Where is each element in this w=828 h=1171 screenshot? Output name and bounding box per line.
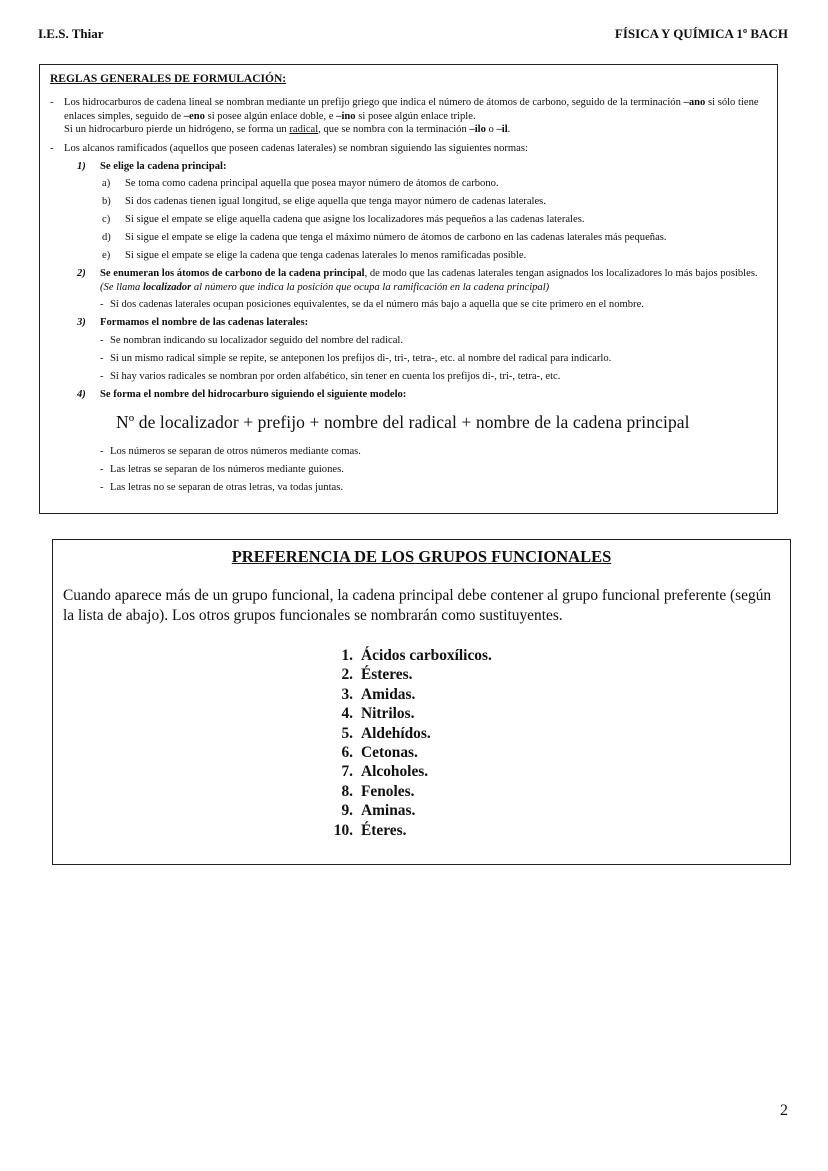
- list-item: [50, 195, 765, 208]
- item-number: 7.: [341, 763, 353, 781]
- list-item: [50, 231, 765, 244]
- item-number: 3.: [341, 685, 353, 703]
- list-item: [50, 177, 765, 190]
- suffix-il: –il: [496, 124, 508, 136]
- step-number: 2): [77, 268, 86, 280]
- suffix-eno: –eno: [183, 110, 205, 122]
- item-text: Aminas.: [361, 802, 416, 820]
- text-span: Los alcanos ramificados (aquellos que poseen cadenas laterales) se nombran siguiendo las siguientes normas:: [64, 142, 528, 154]
- text-span: o: [485, 124, 497, 136]
- list-item: [329, 743, 780, 762]
- item-label: b): [102, 196, 111, 208]
- list-item: [50, 463, 765, 476]
- list-item: [50, 334, 765, 347]
- item-number: 8.: [341, 782, 353, 800]
- suffix-ano: –ano: [683, 97, 706, 109]
- text-span: , de modo que las cadenas laterales tengan asignados los localizadores lo más bajos posibles.: [364, 268, 758, 280]
- item-text: Ésteres.: [361, 666, 413, 684]
- page-number: 2: [780, 1102, 788, 1119]
- list-item: [329, 801, 780, 820]
- item-text: Se nombran indicando su localizador seguido del nombre del radical.: [110, 334, 404, 346]
- item-text: Aldehídos.: [361, 724, 431, 742]
- item-number: 5.: [341, 724, 353, 742]
- item-text: Si sigue el empate se elige la cadena que tenga cadenas laterales lo menos ramificadas posible.: [125, 250, 527, 262]
- text-span: .: [507, 124, 511, 136]
- groups-title: PREFERENCIA DE LOS GRUPOS FUNCIONALES: [231, 547, 612, 566]
- dash-marker: -: [100, 446, 104, 458]
- item-text: Si sigue el empate se elige aquella cadena que asigne los localizadores más pequeños a las cadenas laterales.: [125, 214, 585, 226]
- item-text: Las letras se separan de los números mediante guiones.: [110, 464, 344, 476]
- item-text: Si sigue el empate se elige la cadena que tenga el máximo número de átomos de carbono en las cadenas laterales más pequeñas.: [125, 232, 667, 244]
- step-title: Formamos el nombre de las cadenas laterales:: [100, 317, 309, 329]
- list-item: [329, 646, 780, 665]
- header-school: I.E.S. Thiar: [38, 26, 104, 41]
- item-text: Si hay varios radicales se nombran por orden alfabético, sin tener en cuenta los prefijos di-, tri-, tetra-, etc.: [110, 370, 561, 382]
- header-course: FÍSICA Y QUÍMICA 1º BACH: [614, 26, 788, 41]
- text-span: al número que indica la posición que ocupa la ramificación en la cadena principal): [191, 281, 550, 293]
- list-item: [50, 249, 765, 262]
- item-text: Nitrilos.: [361, 705, 415, 723]
- suffix-ilo: –ilo: [469, 124, 486, 136]
- step-2: [50, 267, 765, 294]
- item-number: 1.: [341, 647, 353, 664]
- dash-marker: -: [50, 97, 54, 109]
- item-number: 2.: [341, 666, 353, 684]
- text-span: , que se nombra con la terminación: [318, 124, 470, 136]
- item-text: Se toma como cadena principal aquella que posea mayor número de átomos de carbono.: [125, 178, 499, 190]
- text-span: si posee algún enlace doble, e: [204, 110, 337, 122]
- step-number: 4): [77, 388, 86, 400]
- list-item: [329, 762, 780, 781]
- item-label: c): [102, 214, 111, 226]
- dash-marker: -: [50, 142, 54, 154]
- item-text: Los números se separan de otros números mediante comas.: [110, 446, 361, 458]
- dash-marker: -: [100, 370, 104, 382]
- list-item: [329, 685, 780, 704]
- item-text: Cetonas.: [361, 744, 418, 762]
- list-item: [50, 481, 765, 494]
- naming-model: Nº de localizador + prefijo + nombre del radical + nombre de la cadena principal: [116, 412, 690, 433]
- step-title: Se enumeran los átomos de carbono de la cadena principal: [100, 268, 365, 280]
- item-number: 10.: [333, 821, 353, 839]
- text-span: Los hidrocarburos de cadena lineal se nombran mediante un prefijo griego que indica el número de átomos de carbono, seguido de la terminación: [64, 97, 684, 109]
- list-item: [50, 370, 765, 383]
- item-text: Fenoles.: [361, 782, 415, 800]
- step-number: 3): [77, 317, 86, 329]
- step-number: 1): [77, 161, 86, 173]
- item-text: Alcoholes.: [361, 763, 429, 781]
- list-item: [329, 782, 780, 801]
- item-label: a): [102, 178, 111, 190]
- text-span: si posee algún enlace triple.: [355, 110, 476, 122]
- dash-marker: -: [100, 299, 104, 311]
- list-item: [50, 213, 765, 226]
- list-item: [329, 704, 780, 723]
- list-item: [329, 724, 780, 743]
- dash-marker: -: [100, 482, 104, 494]
- text-span: (Se llama: [100, 281, 143, 293]
- text-span: si sólo tiene enlaces simples, seguido de: [64, 97, 759, 122]
- item-number: 6.: [341, 744, 353, 762]
- item-text: Si dos cadenas laterales ocupan posiciones equivalentes, se da el número más bajo a aquella que se cite primero en el nombre.: [110, 299, 644, 311]
- step-1: [50, 160, 765, 173]
- step-4: [50, 388, 765, 401]
- item-label: e): [102, 250, 111, 262]
- groups-intro: Cuando aparece más de un grupo funcional, la cadena principal debe contener al grupo funcional preferente (según la lista de abajo). Los otros grupos funcionales se nombrarán como sustituyentes.: [63, 587, 772, 624]
- list-item: [50, 298, 765, 311]
- dash-marker: -: [100, 464, 104, 476]
- item-label: d): [102, 232, 111, 244]
- item-text: Si dos cadenas tienen igual longitud, se elige aquella que tenga mayor número de cadenas laterales.: [125, 196, 546, 208]
- item-text: Ácidos carboxílicos.: [361, 647, 492, 664]
- term-radical: radical: [289, 124, 319, 136]
- item-text: Amidas.: [361, 685, 416, 703]
- item-number: 9.: [341, 802, 353, 820]
- rules-paragraph-branched: [50, 142, 765, 155]
- list-item: [329, 665, 780, 684]
- groups-list: [63, 646, 780, 840]
- item-text: Las letras no se separan de otras letras, va todas juntas.: [110, 482, 343, 494]
- item-text: Si un mismo radical simple se repite, se anteponen los prefijos di-, tri-, tetra-, etc. al nombre del radical para indicarlo.: [110, 352, 612, 364]
- text-span: Si un hidrocarburo pierde un hidrógeno, se forma un: [64, 124, 290, 136]
- list-item: [50, 352, 765, 365]
- item-number: 4.: [341, 705, 353, 723]
- step-3: [50, 316, 765, 329]
- dash-marker: -: [100, 334, 104, 346]
- suffix-ino: –ino: [336, 110, 356, 122]
- step-title: Se elige la cadena principal:: [100, 161, 227, 173]
- rules-box: [39, 64, 778, 514]
- dash-marker: -: [100, 352, 104, 364]
- rules-paragraph-linear: [50, 96, 765, 136]
- term-localizador: localizador: [142, 281, 192, 293]
- item-text: Éteres.: [361, 821, 407, 839]
- rules-title: REGLAS GENERALES DE FORMULACIÓN:: [50, 73, 287, 85]
- step-title: Se forma el nombre del hidrocarburo siguiendo el siguiente modelo:: [100, 388, 407, 400]
- list-item: [50, 445, 765, 458]
- functional-groups-box: [52, 539, 791, 865]
- list-item: [329, 821, 780, 840]
